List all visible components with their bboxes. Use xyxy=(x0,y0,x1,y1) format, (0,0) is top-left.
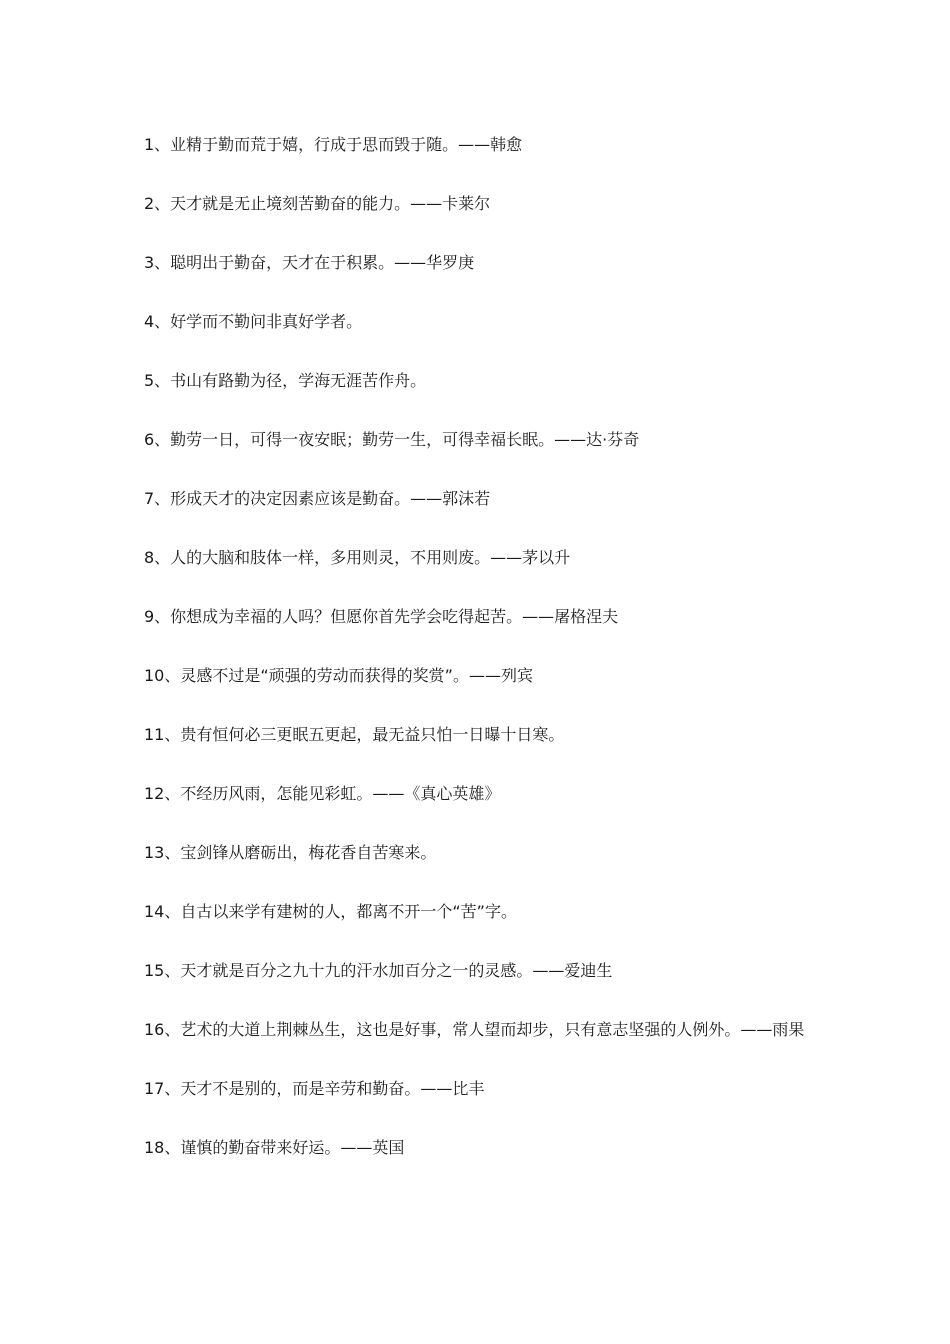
quote-item: 12、不经历风雨，怎能见彩虹。——《真心英雄》 xyxy=(144,784,501,803)
quote-item: 15、天才就是百分之九十九的汗水加百分之一的灵感。——爱迪生 xyxy=(144,961,613,980)
quote-item: 5、书山有路勤为径，学海无涯苦作舟。 xyxy=(144,371,427,390)
quote-item: 18、谨慎的勤奋带来好运。——英国 xyxy=(144,1138,405,1157)
quote-item: 1、业精于勤而荒于嬉，行成于思而毁于随。——韩愈 xyxy=(144,135,523,154)
quote-item: 9、你想成为幸福的人吗？但愿你首先学会吃得起苦。——屠格涅夫 xyxy=(144,607,619,626)
quote-item: 14、自古以来学有建树的人，都离不开一个“苦”字。 xyxy=(144,902,517,921)
quote-item: 13、宝剑锋从磨砺出，梅花香自苦寒来。 xyxy=(144,843,437,862)
quote-item: 3、聪明出于勤奋，天才在于积累。——华罗庚 xyxy=(144,253,475,272)
quote-item: 10、灵感不过是“顽强的劳动而获得的奖赏”。——列宾 xyxy=(144,666,533,685)
quote-item: 2、天才就是无止境刻苦勤奋的能力。——卡莱尔 xyxy=(144,194,491,213)
quote-item: 16、艺术的大道上荆棘丛生，这也是好事，常人望而却步，只有意志坚强的人例外。——雨果 xyxy=(144,1020,805,1039)
quote-item: 4、好学而不勤问非真好学者。 xyxy=(144,312,363,331)
quote-list xyxy=(144,133,814,1195)
quote-item: 6、勤劳一日，可得一夜安眠；勤劳一生，可得幸福长眠。——达·芬奇 xyxy=(144,430,640,449)
quote-item: 17、天才不是别的，而是辛劳和勤奋。——比丰 xyxy=(144,1079,485,1098)
quote-item: 11、贵有恒何必三更眠五更起，最无益只怕一日曝十日寒。 xyxy=(144,725,565,744)
quote-item: 7、形成天才的决定因素应该是勤奋。——郭沫若 xyxy=(144,489,491,508)
quote-item: 8、人的大脑和肢体一样，多用则灵，不用则废。——茅以升 xyxy=(144,548,571,567)
